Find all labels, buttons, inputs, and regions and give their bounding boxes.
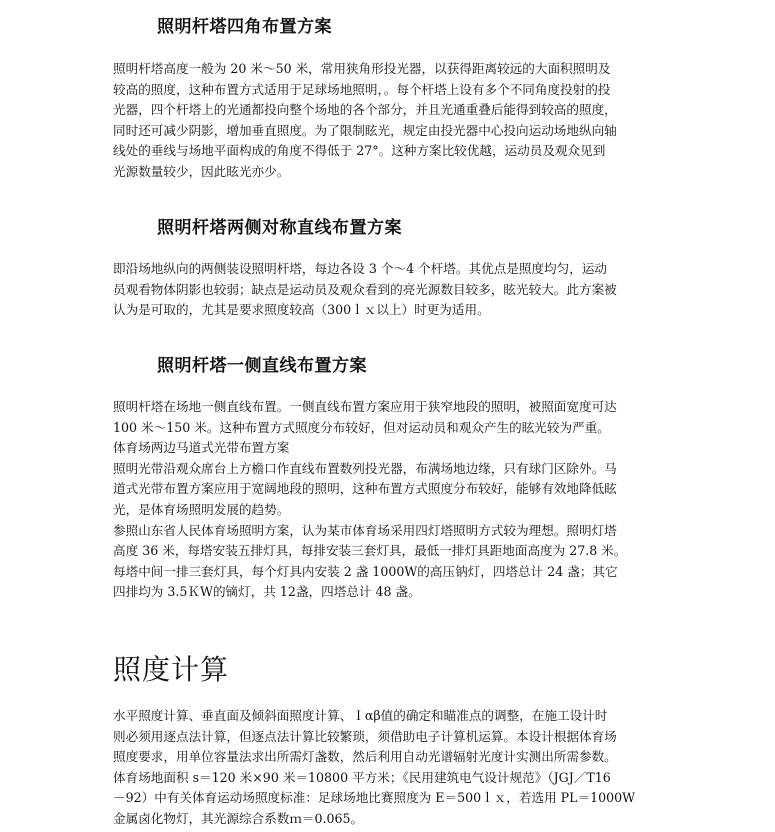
text-line: 四排均为 3.5ＫW的镝灯，共 12盏，四塔总计 48 盏。	[113, 584, 421, 600]
text-line: 则必须用逐点法计算，但逐点法计算比较繁琐，须借助电子计算机运算。本设计根据体育场	[113, 728, 617, 744]
text-line: 较高的照度，这种布置方式适用于足球场地照明，。每个杆塔上设有多个不同角度投射的投	[113, 81, 611, 97]
text-line: 照明杆塔高度一般为 20 米～50 米，常用狭角形投光器，以获得距离较远的大面积照明及	[113, 61, 611, 76]
text-line: 参照山东省人民体育场照明方案，认为某市体育场采用四灯塔照明方式较为理想。照明灯塔	[113, 522, 617, 538]
text-line: 体育场地面积 s＝120 米×90 米＝10800 平方米；《民用建筑电气设计规范》（JGJ／T16	[113, 769, 611, 785]
section-heading-two-side: 照明杆塔两侧对称直线布置方案	[157, 218, 402, 238]
text-line: 高度 36 米，每塔安装五排灯具，每排安装三套灯具，最低一排灯具距地面高度为 27.8 米。	[113, 543, 627, 559]
paragraph-two-side	[113, 259, 673, 321]
text-line: 水平照度计算、垂直面及倾斜面照度计算、Ｉαβ值的确定和瞄准点的调整，在施工设计时	[113, 708, 608, 723]
text-line: 认为是可取的，尤其是要求照度较高（300ｌｘ以上）时更为适用。	[113, 302, 490, 318]
text-line: 光源数量较少，因此眩光亦少。	[113, 163, 290, 179]
text-line: 道式光带布置方案应用于宽阔地段的照明，这种布置方式照度分布较好，能够有效地降低眩	[113, 481, 617, 497]
text-line: 体育场两边马道式光带布置方案	[113, 440, 290, 456]
section-heading-four-corner: 照明杆塔四角布置方案	[157, 17, 332, 37]
text-line: 照明杆塔在场地一侧直线布置。一侧直线布置方案应用于狭窄地段的照明，被照面宽度可达	[113, 399, 617, 414]
text-line: 照度要求，用单位容量法求出所需灯盏数，然后利用自动光谱辐射光度计实测出所需参数。	[113, 749, 617, 765]
text-line: 光，是体育场照明发展的趋势。	[113, 501, 290, 517]
text-line: 即沿场地纵向的两侧装设照明杆塔，每边各设 3 个～4 个杆塔。其优点是照度均匀，运动	[113, 261, 608, 276]
text-line: 100 米～150 米。这种布置方式照度分布较好，但对运动员和观众产生的眩光较为严重。	[113, 419, 610, 435]
text-line: 线处的垂线与场地平面构成的角度不得低于 27°。这种方案比较优越，运动员及观众见到	[113, 143, 606, 159]
section-heading-illuminance-calc: 照度计算	[113, 653, 230, 686]
text-line: 金属卤化物灯，其光源综合系数ｍ＝0.065。	[113, 810, 364, 826]
text-line: 员观看物体阴影也较弱；缺点是运动员及观众看到的亮光源数目较多，眩光较大。此方案被	[113, 281, 617, 297]
text-line: 同时还可减少阴影，增加垂直照度。为了限制眩光，规定由投光器中心投向运动场地纵向轴	[113, 122, 617, 138]
paragraph-one-side	[113, 397, 673, 603]
text-line: 照明光带沿观众席台上方檐口作直线布置数列投光器，布满场地边缘，只有球门区除外。马	[113, 460, 617, 476]
paragraph-four-corner	[113, 59, 673, 183]
text-line: －92）中有关体育运动场照度标准：足球场地比赛照度为 E＝500ｌｘ，若选用 PL＝1000W	[113, 790, 636, 806]
section-heading-one-side: 照明杆塔一侧直线布置方案	[157, 356, 367, 376]
text-line: 光器，四个杆塔上的光通都投向整个场地的各个部分，并且光通重叠后能得到较高的照度，	[113, 102, 617, 118]
paragraph-illuminance-calc	[113, 706, 673, 830]
text-line: 每塔中间一排三套灯具，每个灯具内安装 2 盏 1000W的高压钠灯，四塔总计 24 盏；其它	[113, 563, 618, 579]
